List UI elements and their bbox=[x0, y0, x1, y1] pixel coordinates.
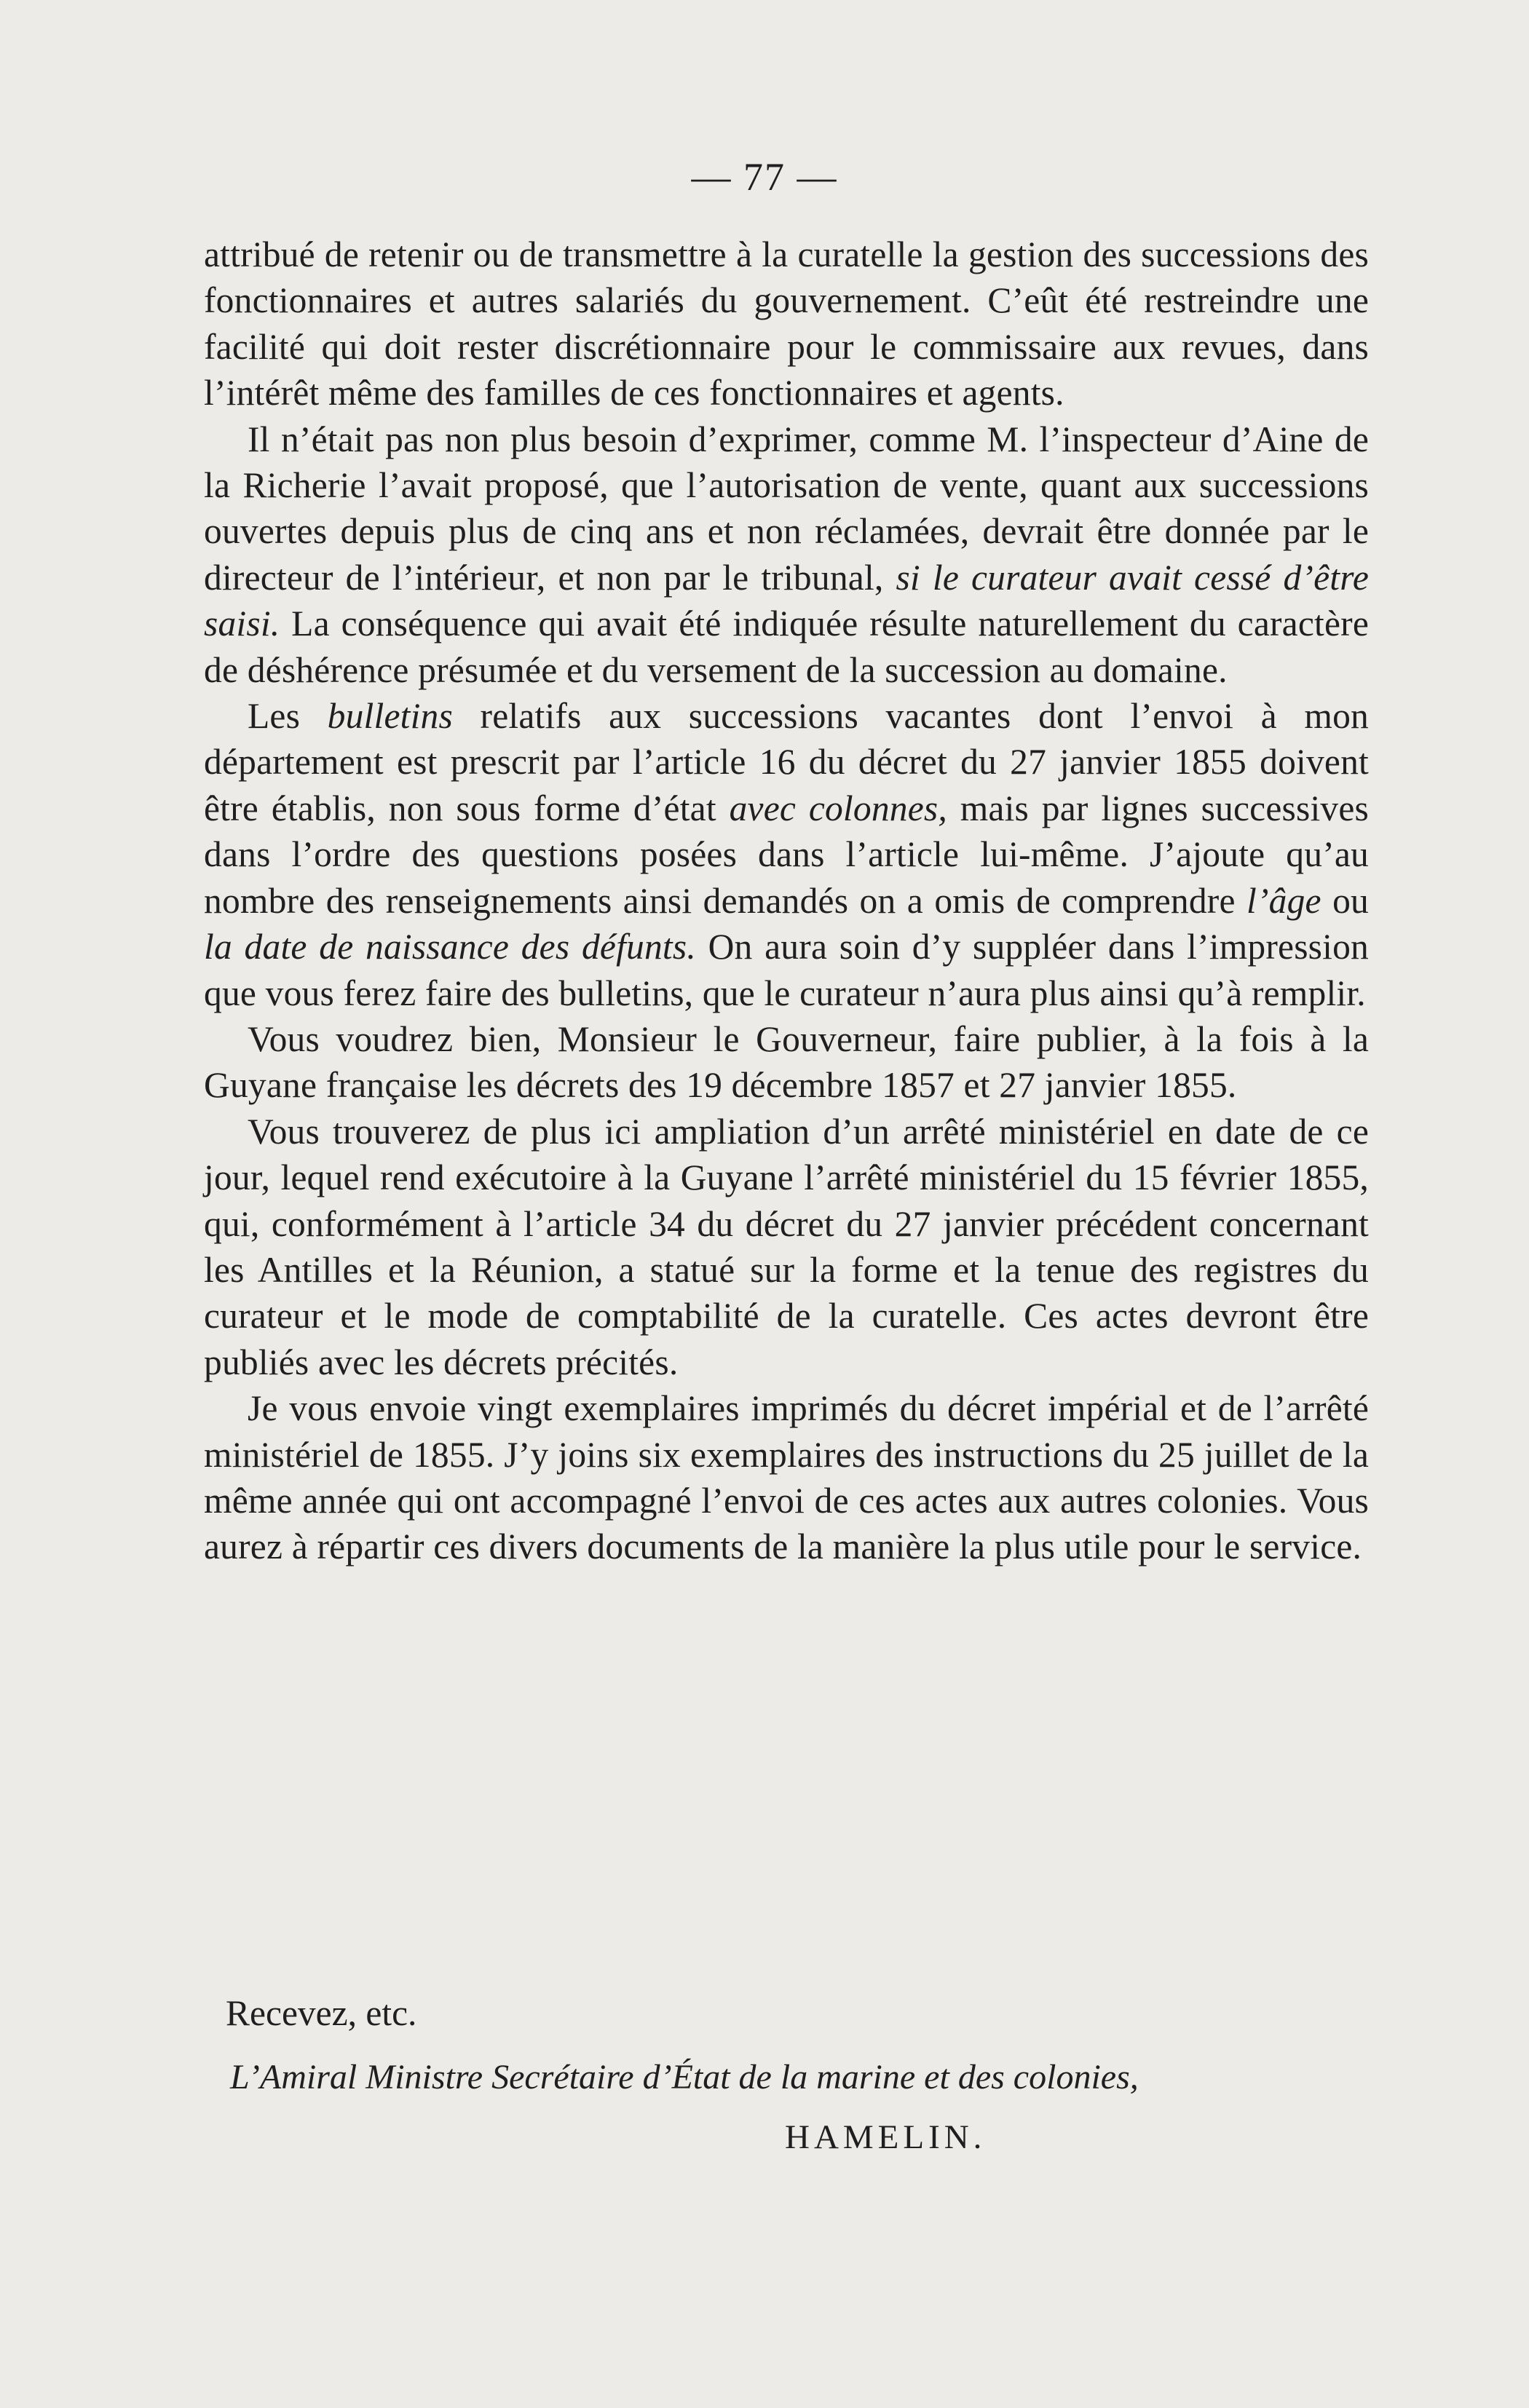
signature-title: L’Amiral Ministre Secrétaire d’État de la marine et des colonies, bbox=[230, 2058, 1139, 2096]
text-run: Il n’était pas non plus besoin d’exprimer, comme M. l’inspecteur d’Aine de la Richerie l’avait proposé, que l’autorisation de vente, quant aux successions ouvertes depuis plus de cinq ans et non réclamées, devrait être donnée par le directeur de l’intérieur, et non par le tribunal, bbox=[204, 419, 1369, 598]
paragraph bbox=[204, 416, 1369, 693]
italic-text: avec colonnes, bbox=[729, 788, 947, 828]
italic-text: si le curateur avait cessé d’être saisi. bbox=[204, 557, 1370, 644]
signature-name: HAMELIN. bbox=[785, 2118, 987, 2156]
text-run: Je vous envoie vingt exemplaires imprimés du décret impérial et de l’arrêté ministériel de 1855. J’y joins six exemplaires des instructions du 25 juillet de la même année qui ont accompagné l’envoi de ces actes aux autres colonies. Vous aurez à répartir ces divers documents de la manière la plus utile pour le service. bbox=[204, 1388, 1369, 1567]
page-number: — 77 — bbox=[691, 155, 838, 199]
text-run: Les bbox=[248, 696, 328, 737]
text-run: mais par lignes successives dans l’ordre des questions posées dans l’article lui-même. J’ajoute qu’au nombre des renseignements ainsi demandés on a omis de comprendre bbox=[204, 788, 1369, 921]
text-run: attribué de retenir ou de transmettre à la curatelle la gestion des successions des fonctionnaires et autres salariés du gouvernement. C’eût été restreindre une facilité qui doit rester discrétionnaire pour le commissaire aux revues, dans l’intérêt même des familles de ces fonctionnaires et agents. bbox=[204, 234, 1369, 413]
italic-text: l’âge bbox=[1246, 880, 1321, 921]
paragraph bbox=[204, 1016, 1369, 1109]
paragraph bbox=[204, 231, 1369, 416]
paragraph bbox=[204, 1109, 1369, 1385]
text-run: Vous voudrez bien, Monsieur le Gouverneur, faire publier, à la fois à la Guyane française les décrets des 19 décembre 1857 et 27 janvier 1855. bbox=[204, 1018, 1369, 1106]
text-run: Vous trouverez de plus ici ampliation d’un arrêté ministériel en date de ce jour, lequel rend exécutoire à la Guyane l’arrêté ministériel du 15 février 1855, qui, conformément à l’article 34 du décret du 27 janvier précédent concernant les Antilles et la Réunion, a statué sur la forme et la tenue des registres du curateur et le mode de comptabilité de la curatelle. Ces actes devront être publiés avec les décrets précités. bbox=[204, 1111, 1369, 1382]
text-run: La conséquence qui avait été indiquée résulte naturellement du caractère de déshérence présumée et du versement de la succession au domaine. bbox=[204, 603, 1369, 690]
italic-text: bulletins bbox=[327, 696, 453, 737]
body-text bbox=[204, 231, 1369, 1570]
text-run: ou bbox=[1321, 880, 1369, 921]
paragraph bbox=[204, 693, 1369, 1016]
text-run: On aura soin d’y suppléer dans l’impression que vous ferez faire des bulletins, que le curateur n’aura plus ainsi qu’à remplir. bbox=[204, 927, 1370, 1013]
italic-text: la date de naissance des défunts. bbox=[204, 927, 696, 967]
closing-formula: Recevez, etc. bbox=[226, 1993, 417, 2033]
paragraph bbox=[204, 1385, 1369, 1570]
text-run: relatifs aux successions vacantes dont l’envoi à mon département est prescrit par l’article 16 du décret du 27 janvier 1855 doivent être établis, non sous forme d’état bbox=[204, 696, 1369, 828]
